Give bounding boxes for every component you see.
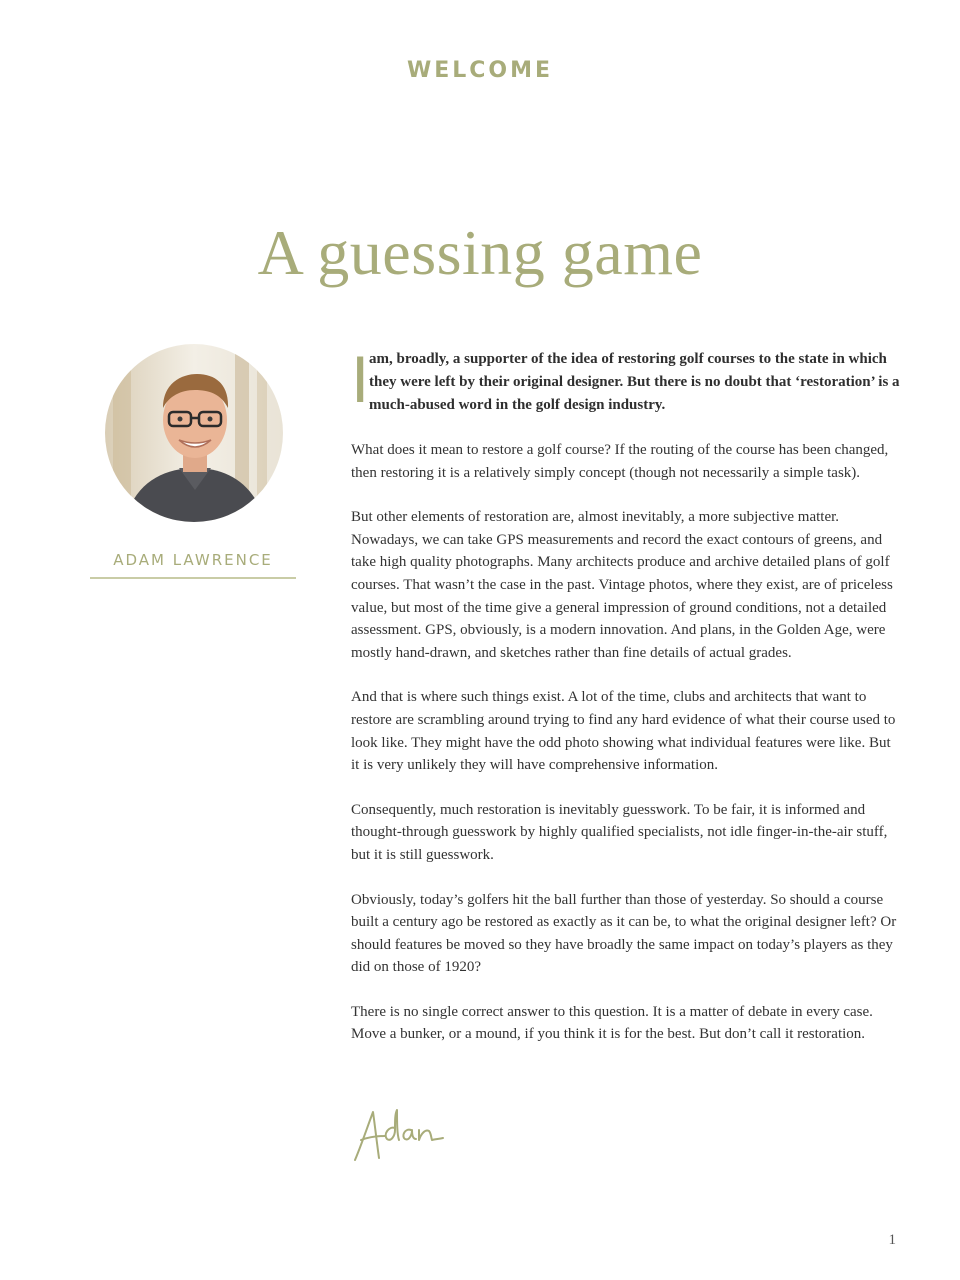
author-name: ADAM LAWRENCE — [113, 551, 273, 569]
author-divider — [90, 577, 296, 579]
author-photo — [105, 344, 283, 522]
page-number: 1 — [888, 1232, 896, 1248]
author-portrait-icon — [105, 344, 283, 522]
drop-cap: I — [351, 344, 370, 417]
signature — [351, 1106, 451, 1166]
lead-text: am, broadly, a supporter of the idea of restoring golf courses to the state in which they were left by their original designer. But there is no doubt that ‘restoration’ is a much-abused word in the golf design industry. — [369, 351, 900, 413]
article-body — [351, 344, 901, 1068]
paragraph-6: There is no single correct answer to this question. It is a matter of debate in every case. Move a bunker, or a mound, if you think it is for the best. But don’t call it restoration. — [351, 1003, 873, 1043]
paragraph-3: And that is where such things exist. A lot of the time, clubs and architects that want to restore are scrambling around trying to find any hard evidence of what their course used to look like. They might have the odd photo showing what individual features were like. But it is very unlikely they will have comprehensive information. — [351, 689, 896, 774]
page-title: A guessing game — [257, 217, 703, 288]
section-label: WELCOME — [406, 58, 554, 83]
paragraph-5: Obviously, today’s golfers hit the ball further than those of yesterday. So should a course built a century ago be restored as exactly as it can be, to what the original designer left? Or should features be moved so they have broadly the same impact on today’s players as they did on those of 1920? — [351, 891, 897, 976]
lead-paragraph — [351, 344, 901, 417]
paragraph-2: But other elements of restoration are, almost inevitably, a more subjective matter. Nowadays, we can take GPS measurements and record the exact contours of greens, and take high quality photographs. Many architects produce and archive detailed plans of golf courses. That wasn’t the case in the past. Vintage photos, where they exist, are of priceless value, but most of the time give a general impression of ground conditions, not a detailed assessment. GPS, obviously, is a modern innovation. And plans, in the Golden Age, were mostly hand-drawn, and sketches rather than fine details of actual grades. — [351, 509, 893, 661]
paragraph-4: Consequently, much restoration is inevitably guesswork. To be fair, it is informed and thought-through guesswork by highly qualified specialists, not idle finger-in-the-air stuff, but it is still guesswork. — [351, 801, 888, 863]
signature-icon — [351, 1106, 451, 1166]
paragraph-1: What does it mean to restore a golf course? If the routing of the course has been changed, then restoring it is a relatively simply concept (though not necessarily a simple task). — [351, 442, 889, 481]
